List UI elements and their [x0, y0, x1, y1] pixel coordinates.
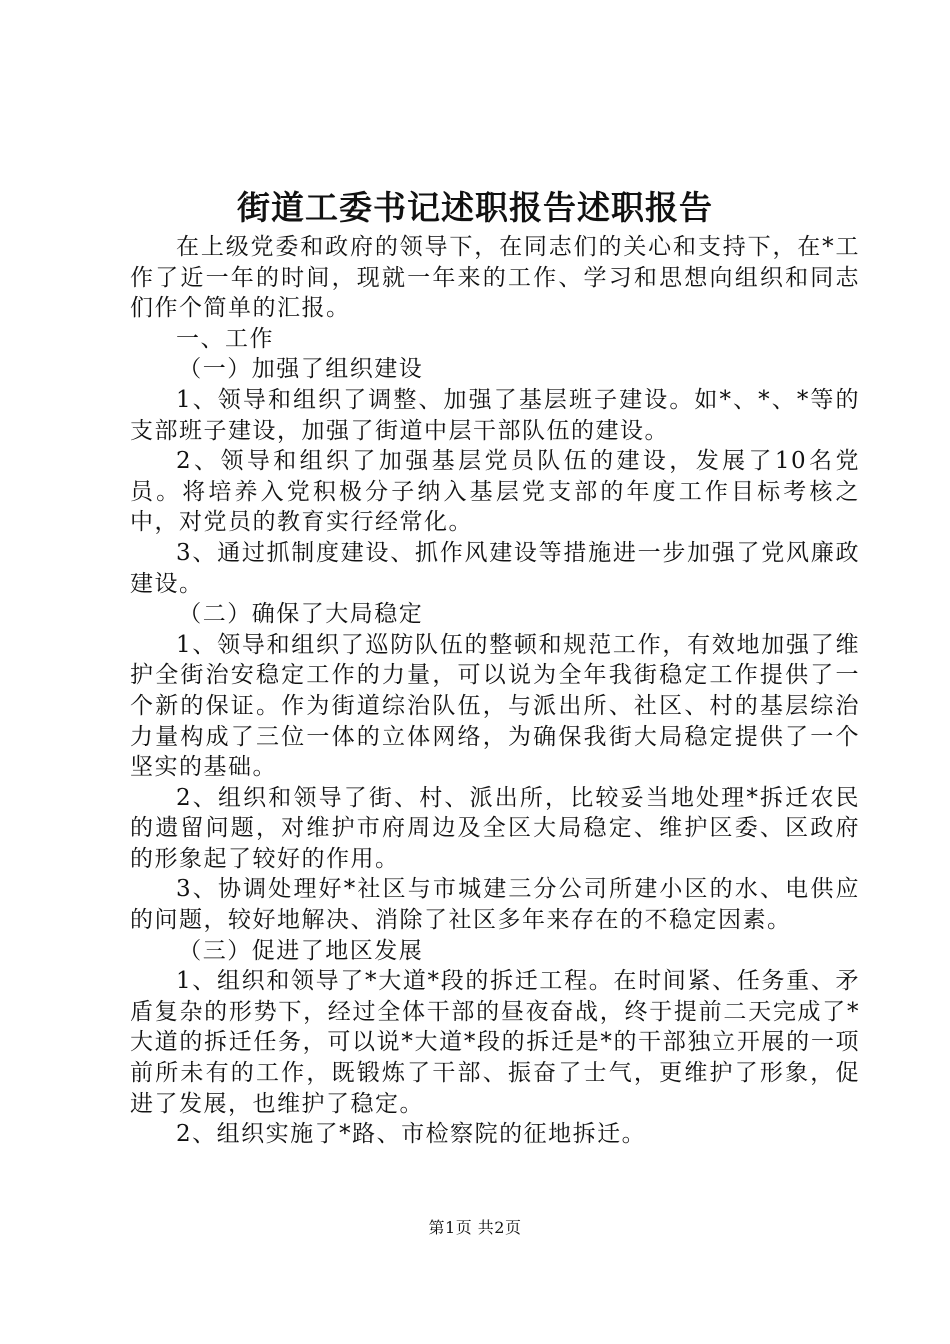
page-number: 第1页 共2页 — [428, 1218, 522, 1237]
list-item: 1、领导和组织了巡防队伍的整顿和规范工作，有效地加强了维护全街治安稳定工作的力量，可以说为全年我街稳定工作提供了一个新的保证。作为街道综治队伍，与派出所、社区、村的基层综治力量构成了三位一体的立体网络，为确保我街大局稳定提供了一个坚实的基础。 — [130, 631, 860, 781]
list-item: 2、组织和领导了街、村、派出所，比较妥当地处理*拆迁农民的遗留问题，对维护市府周边及全区大局稳定、维护区委、区政府的形象起了较好的作用。 — [130, 784, 860, 872]
subsection-heading-stability: （二）确保了大局稳定 — [178, 601, 424, 628]
list-item: 2、组织实施了*路、市检察院的征地拆迁。 — [176, 1121, 647, 1148]
subsection-heading-organization: （一）加强了组织建设 — [178, 356, 424, 383]
list-item: 1、组织和领导了*大道*段的拆迁工程。在时间紧、任务重、矛盾复杂的形势下，经过全体干部的昼夜奋战，终于提前二天完成了*大道的拆迁任务，可以说*大道*段的拆迁是*的干部独立开展的一项前所未有的工作，既锻炼了干部、振奋了士气，更维护了形象，促进了发展，也维护了稳定。 — [130, 968, 860, 1117]
intro-paragraph: 在上级党委和政府的领导下，在同志们的关心和支持下，在*工作了近一年的时间，现就一年来的工作、学习和思想向组织和同志们作个简单的汇报。 — [130, 234, 860, 322]
document-body — [130, 232, 860, 1150]
list-item: 1、领导和组织了调整、加强了基层班子建设。如*、*、*等的支部班子建设，加强了街道中层干部队伍的建设。 — [130, 386, 860, 444]
list-item: 2、领导和组织了加强基层党员队伍的建设，发展了10名党员。将培养入党积极分子纳入基层党支部的年度工作目标考核之中，对党员的教育实行经常化。 — [130, 448, 860, 536]
section-heading-work: 一、工作 — [176, 325, 274, 352]
document-title: 街道工委书记述职报告述职报告 — [237, 188, 713, 227]
subsection-heading-development: （三）促进了地区发展 — [178, 937, 424, 964]
list-item: 3、协调处理好*社区与市城建三分公司所建小区的水、电供应的问题，较好地解决、消除了社区多年来存在的不稳定因素。 — [130, 876, 860, 934]
list-item: 3、通过抓制度建设、抓作风建设等措施进一步加强了党风廉政建设。 — [130, 539, 860, 597]
